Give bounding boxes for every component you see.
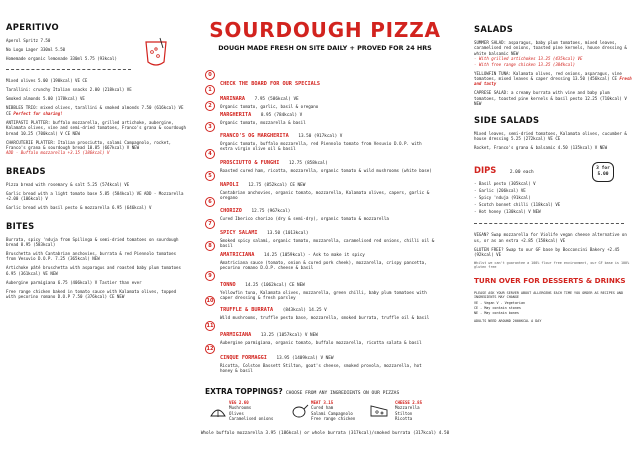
bite-item: Burrata, spicy 'nduja from Spilinga & semi-dried tomatoes on sourdough bread 8.95 (583kcal)	[6, 236, 179, 248]
pizza-price: 14.25 (1059kcal) - Ask to make it spicy	[264, 253, 365, 258]
page-title: SOURDOUGH PIZZA	[209, 18, 441, 42]
snack-line: Mixed olives 5.00 (190kcal) VE CE	[6, 78, 88, 84]
veg-item: Olives	[229, 410, 244, 416]
dip-item: - Scotch bonnet chilli (118kcal) VE	[474, 202, 561, 208]
pizza-body	[220, 241, 435, 271]
extra-toppings	[205, 387, 445, 434]
dip-item: - Hot honey (130kcal) V NEW	[474, 209, 541, 215]
meat-item: Salami Campagnolo	[311, 410, 353, 416]
pizza-description: Yellowfin tuna, Kalamata olives, mozzarella, green chilli, baby plum tomatoes with caper dressing & fresh parsley	[220, 290, 427, 301]
nibbles-note: Perfect for sharing!	[13, 110, 63, 116]
cheese-item: Mozzarella	[395, 405, 420, 411]
salad-note: Fresh and tasty	[474, 76, 632, 87]
bread-item: Garlic bread with basil pesto & mozzarella 6.95 (646kcal) V	[6, 205, 152, 211]
pizza-body	[220, 149, 435, 173]
pizza-price: (843kcal) 14.25 V	[282, 308, 327, 313]
pizza-description: Amatriciana sauce (tomato, onion & cured pork cheek), mozzarella, crispy pancetta, pecorino romano D.O.P. cheese & basil	[220, 260, 427, 271]
salads-heading: SALADS	[474, 24, 514, 34]
legal-line: ADULTS NEED AROUND 2000KCAL A DAY	[474, 318, 542, 323]
dips-offer-badge	[592, 162, 614, 182]
pizza-number-badge: 1	[205, 85, 215, 95]
bread-item: Garlic bread with a light tomato base 5.85 (584kcal) VE ADD - Mozzarella +2.00 (106kcal) V	[6, 190, 184, 202]
pizza-body	[220, 344, 435, 374]
pizza-name: SPICY SALAMI	[220, 230, 258, 236]
extra-subtitle: CHOOSE FROM ANY INGREDIENTS ON OUR PIZZAS	[285, 391, 400, 396]
nibbles-line: NIBBLES TRIO: mixed olives, tarallini & smoked almonds 7.50 (616kcal) VE CE Perfect for sharing!	[6, 105, 184, 116]
salad-item: SUMMER SALAD: asparagus, baby plum tomatoes, mixed leaves, caramelised red onions, toasted pine kernels, house dressing & white balsamic NEW	[474, 40, 627, 56]
bread-item: Pizza bread with rosemary & salt 5.25 (574kcal) VE	[6, 181, 130, 187]
pizza-price: 13.50 (917kcal) V	[298, 134, 343, 139]
dip-item: - Basil pesto (305kcal) V	[474, 181, 536, 187]
turn-over-heading: TURN OVER FOR DESSERTS & DRINKS	[474, 275, 626, 285]
bite-item: Artichoke pâté bruschetta with asparagus and roasted baby plum tomatoes 6.95 (361kcal) VE NEW	[6, 265, 181, 276]
right-column	[474, 24, 634, 324]
extra-title: EXTRA TOPPINGS?	[205, 387, 283, 396]
salad-item: YELLOWFIN TUNA: Kalamata olives, red onions, asparagus, vine tomatoes, mixed leaves & caper dressing 13.50 (456kcal) CE Fresh and tasty	[474, 70, 632, 87]
pizza-description: Smoked spicy salami, organic tomato, mozzarella, caramelised red onions, chilli oil & basil	[220, 238, 435, 249]
legal-line: PLEASE ASK YOUR SERVER ABOUT ALLERGENS EACH TIME YOU ORDER AS RECIPES AND INGREDIENTS MAY CHANGE	[474, 290, 624, 299]
bites-heading: BITES	[6, 220, 35, 231]
pizza-number-badge: 7	[205, 219, 215, 229]
meat-item: Free range chicken	[311, 416, 356, 422]
pizza-body	[220, 296, 435, 320]
dips-price: 2.00 each	[509, 170, 534, 176]
pizza-name: CINQUE FORMAGGI	[220, 355, 267, 361]
gluten-note: GLUTEN FREE? Swap to our GF base by Bocconcini Bakery +2.45 (92kcal) VE	[474, 246, 620, 258]
pizza-name: AMATRICIANA	[220, 252, 255, 258]
chicken-icon	[291, 402, 309, 420]
aperitivo-line: No Logo Lager 330ml 5.50	[6, 47, 66, 52]
veg-label: VEG 2.60	[229, 400, 249, 405]
snack-line: Smoked almonds 5.00 (178kcal) VE	[6, 96, 85, 102]
cheese-block	[395, 400, 445, 422]
pizza-description: Roasted cured ham, ricotta, mozzarella, organic tomato & wild mushrooms (white base)	[220, 168, 432, 173]
veg-item: Caramelised onions	[229, 416, 274, 422]
pizza-price: 7.95 (586kcal) VE	[254, 97, 299, 102]
vegetable-icon	[209, 402, 227, 420]
pizza-description: Cantabrian anchovies, organic tomato, mozzarella, Kalamata olives, capers, garlic & oregano	[220, 190, 430, 201]
veg-item: Mushrooms	[229, 405, 252, 411]
dips-offer: 3 for 5.00	[596, 166, 610, 177]
pizza-number-badge: 9	[205, 271, 215, 281]
cheese-label: CHEESE 2.85	[395, 400, 423, 405]
pizza-price: 14.25 (1062kcal) CE NEW	[245, 283, 305, 288]
meat-block	[311, 400, 366, 422]
page-subtitle: DOUGH MADE FRESH ON SITE DAILY + PROVED FOR 24 HRS	[218, 44, 432, 52]
cheese-item: Ricotta	[395, 416, 413, 422]
pizza-price: 13.25 (1057kcal) V NEW	[260, 333, 318, 338]
gluten-small-note: Whilst we can't guarantee a 100% flour free environment, our GF base is 100% gluten free	[474, 260, 630, 270]
pizza-name: PARMIGIANA	[220, 332, 252, 338]
legal-line: CE - May contain stones	[474, 306, 521, 311]
pizza-number-badge: 10	[206, 298, 214, 304]
divider	[6, 69, 131, 70]
bite-item: Free range chicken baked in tomato sauce with Kalamata olives, topped with pecorino romano D.O.P 7.50 (376kcal) CE NEW	[6, 288, 177, 300]
pizza-price: 12.75 (967kcal)	[251, 209, 291, 214]
breads-heading: BREADS	[6, 165, 46, 176]
pizza-name: PROSCIUTTO & FUNGHI	[220, 160, 280, 166]
salad-add: - With grilled artichokes 13.25 (435kcal) VE	[474, 56, 583, 62]
bite-item: Bruschetta with Cantabrian anchovies, burrata & red Piennolo tomatoes from Vesuvio D.O.P. 7.25 (365kcal) NEW	[6, 251, 177, 262]
meat-item: Cured ham	[311, 405, 334, 411]
pizza-body	[220, 321, 435, 345]
pizza-body	[220, 122, 435, 152]
pizza-price: 13.95 (1409kcal) V NEW	[276, 356, 334, 361]
pizza-description: Organic tomato, mozzarella & basil	[220, 120, 306, 125]
pizza-number-badge: 2	[205, 101, 215, 111]
pizza-body	[220, 197, 435, 221]
pizza-number-badge: 5	[205, 171, 215, 181]
pizza-description: Organic tomato, garlic, basil & oregano	[220, 104, 319, 109]
legal-line: NE - May contain bones	[474, 310, 519, 315]
pizza-name: MARGHERITA	[220, 112, 252, 118]
pizza-price: 12.75 (852kcal) CE NEW	[248, 183, 306, 188]
pizza-number-badge: 4	[205, 149, 215, 159]
side-salad-item: Rocket, Franco's grana & balsamic 4.50 (135kcal) V NEW	[474, 145, 608, 151]
pizza-name: FRANCO'S OG MARGHERITA	[220, 133, 289, 139]
pizza-name: MARINARA	[220, 96, 245, 102]
dip-item: - Garlic (206kcal) VE	[474, 188, 526, 194]
pizza-description: Cured Iberico chorizo (dry & semi-dry), organic tomato & mozzarella	[220, 216, 389, 221]
antipasti-line: ANTIPASTI PLATTER: buffalo mozzarella, grilled artichoke, aubergine, Kalamata olives, vine and semi-dried tomatoes, Franco's grana & sourdough bread 10.25 (700kcal) V CE NEW	[6, 119, 186, 136]
cheese-item: Stilton	[395, 410, 413, 416]
pizza-description: Aubergine parmigiana, organic tomato, buffalo mozzarella, ricotta salata & basil	[220, 340, 422, 345]
aperitivo-line: Aperol Spritz 7.50	[6, 38, 51, 43]
salad-add: - With free range chicken 13.25 (384kcal)	[474, 61, 576, 67]
pizza-number-badge: 8	[205, 241, 215, 251]
footer-note: Whole buffalo mozzarella 3.95 (186kcal) or whole burrata (317kcal)/smoked burrata (317kcal) 4.50	[200, 431, 450, 436]
pizza-price: 12.75 (858kcal)	[288, 161, 328, 166]
charcuterie-add: ADD - Buffalo mozzarella +3.15 (186kcal) V	[6, 150, 110, 156]
pizza-number-badge: 12	[206, 346, 214, 352]
pizza-name: TRUFFLE & BURRATA	[220, 307, 274, 313]
pizza-number-badge: 11	[206, 323, 214, 329]
snack-line: Tarallini: crunchy Italian snacks 2.00 (218kcal) VE	[6, 87, 132, 93]
aperitivo-line: Homemade organic lemonade 330ml 5.75 (93kcal)	[6, 56, 117, 61]
dips-heading: DIPS	[474, 165, 497, 176]
pizza-number-badge: 0	[205, 70, 215, 80]
pizza-description: Organic tomato, buffalo mozzarella, red Piennolo tomato from Vesuvio D.O.P. with extra virgin olive oil & basil	[220, 141, 422, 152]
side-salad-item: Mixed leaves, semi-dried tomatoes, Kalamata olives, cucumber & house dressing 5.25 (272kcal) VE CE	[474, 130, 627, 142]
pizza-description: Ricotta, Colston Bassett Stilton, goat's cheese, smoked provola, mozzarella, hot honey & basil	[220, 363, 422, 374]
meat-label: MEAT 3.15	[311, 400, 334, 405]
vegan-note: VEGAN? Swap mozzarella for Violife vegan cheese alternative on us, or as an extra +2.85 (158kcal) VE	[474, 232, 627, 243]
divider	[474, 223, 624, 224]
veg-block	[229, 400, 279, 422]
pizza-price: 8.95 (784kcal) V	[260, 113, 303, 118]
pizza-name: CHORIZO	[220, 208, 242, 214]
spritz-glass-icon	[140, 36, 172, 70]
aperitivo-heading: APERITIVO	[6, 22, 59, 32]
pizza-name: TONNO	[220, 282, 236, 288]
pizza-name: CHECK THE BOARD FOR OUR SPECIALS	[220, 81, 320, 87]
salad-item: CAPRESE SALAD: a creamy burrata with vine and baby plum tomatoes, toasted pine kernels & basil pesto 12.25 (710kcal) V NEW	[474, 90, 627, 107]
side-salads-heading: SIDE SALADS	[474, 114, 540, 125]
pizza-number-badge: 6	[205, 197, 215, 207]
legal-line: VE - Vegan V - Vegetarian	[474, 301, 526, 306]
pizza-description: Wild mushrooms, truffle pesto base, mozzarella, smoked burrata, truffle oil & basil	[220, 315, 430, 320]
cheese-icon	[369, 402, 389, 420]
dip-item: - Spicy 'nduja (91kcal)	[474, 195, 531, 201]
pizza-name: NAPOLI	[220, 182, 239, 188]
bite-item: Aubergine parmigiana 6.75 (406kcal) V Tastier than ever	[6, 279, 142, 285]
pizza-number-badge: 3	[205, 122, 215, 132]
charcuterie-line: CHARCUTERIE PLATTER: Italian prosciutto, salami Campagnolo, rocket, Franco's grana & sourdough bread 10.85 (667kcal) V NEW	[6, 139, 172, 151]
pizza-price: 13.50 (1013kcal)	[267, 231, 309, 236]
